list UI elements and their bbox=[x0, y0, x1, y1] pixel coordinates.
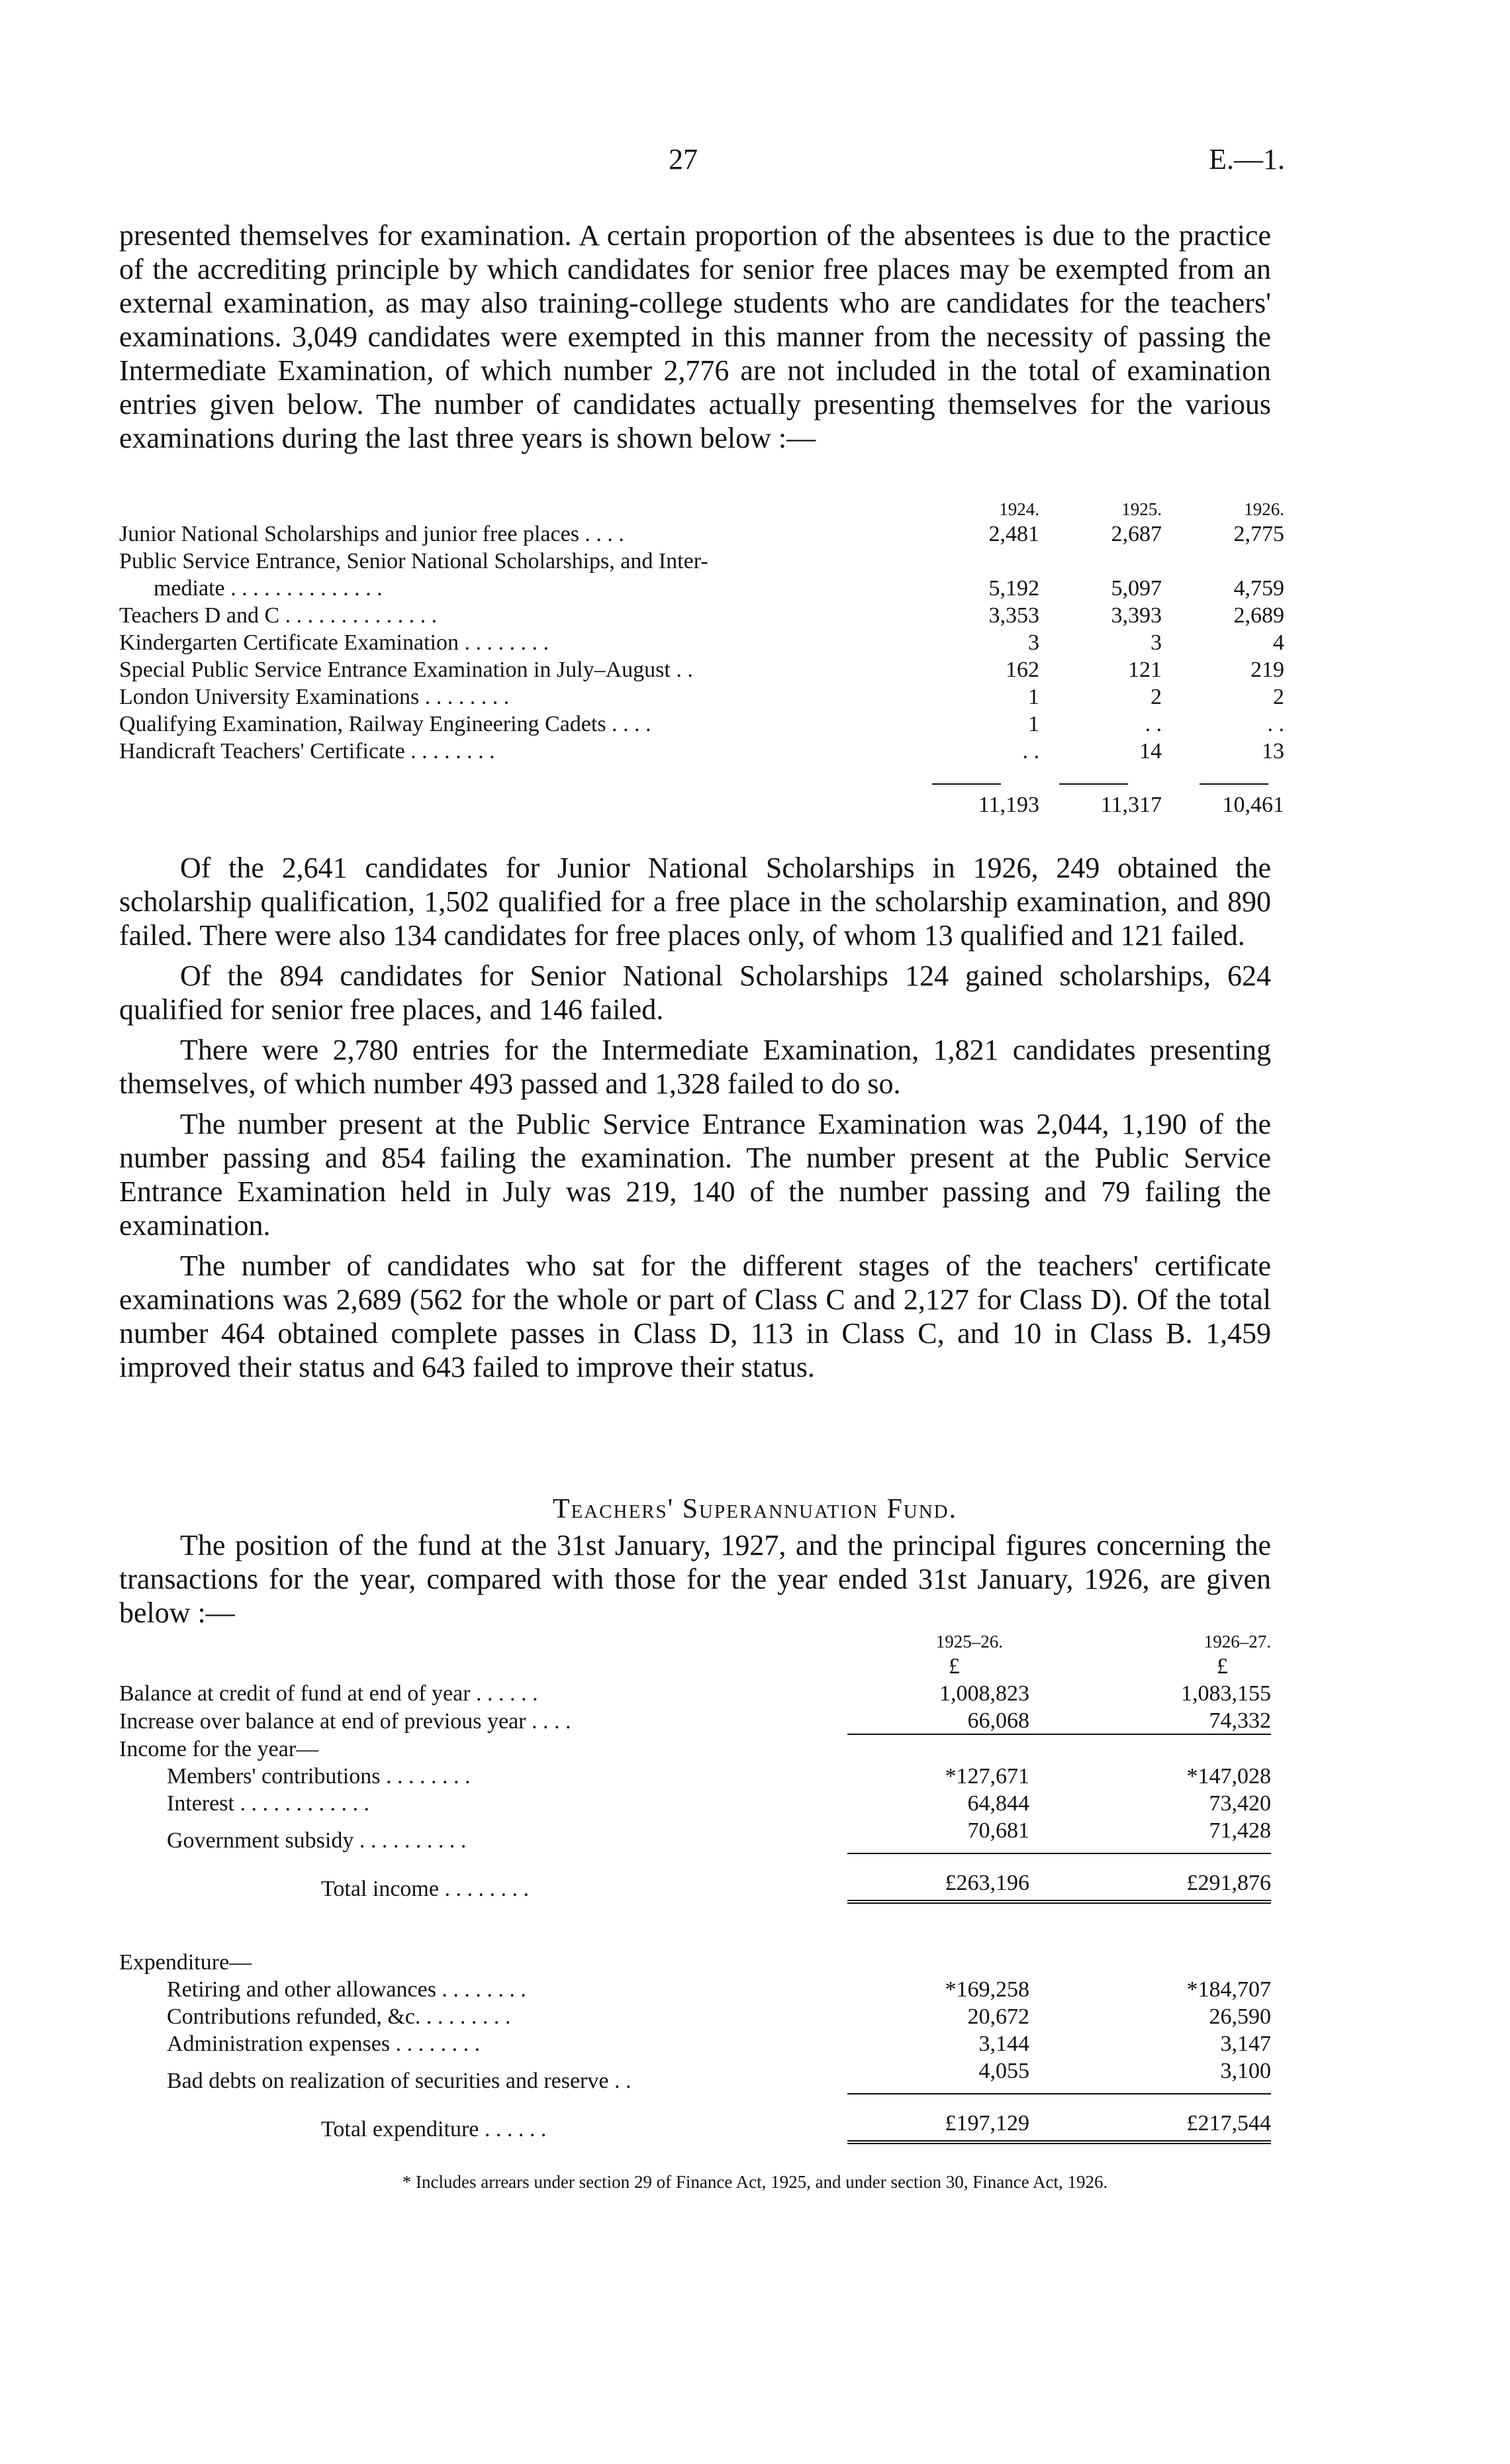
row-label: Interest . . . . . . . . . . . . bbox=[167, 1791, 369, 1816]
table-row bbox=[119, 1975, 1271, 2002]
table-row bbox=[119, 2030, 1271, 2057]
paragraph: Of the 894 candidates for Senior National Scholarships 124 gained scholarships, 624 qualified for senior free places, and 146 failed. bbox=[119, 960, 1271, 1026]
section-heading: Teachers' Superannuation Fund. bbox=[552, 1494, 958, 1524]
row-label: Government subsidy . . . . . . . . . . bbox=[167, 1828, 467, 1853]
expenditure-heading: Expenditure— bbox=[119, 1950, 252, 1975]
cell-value: . . bbox=[1022, 739, 1039, 764]
row-label: Increase over balance at end of previous year . . . . bbox=[119, 1709, 571, 1734]
row-label: mediate . . . . . . . . . . . . . . bbox=[154, 576, 383, 601]
paragraph: The number of candidates who sat for the different stages of the teachers' certificate examinations was 2,689 (562 for the whole or part of Class C and 2,127 for Class D). Of the total number 464 obtained complete passes in Class D, 113 in Class C, and 10 in Class B. 1,459 improved their status and 643 failed to improve their status. bbox=[119, 1250, 1271, 1383]
sum-rule bbox=[1200, 783, 1268, 785]
cell-value: 3,147 bbox=[1220, 2032, 1271, 2056]
cell-value: 2 bbox=[1273, 685, 1284, 709]
results-paragraphs bbox=[119, 851, 1271, 1391]
row-label: Junior National Scholarships and junior free places . . . . bbox=[119, 522, 624, 546]
year-header: 1925–26. bbox=[935, 1632, 1003, 1651]
table-row bbox=[119, 547, 1284, 574]
cell-value: 1,008,823 bbox=[939, 1681, 1029, 1706]
row-label: Public Service Entrance, Senior National Scholarships, and Inter- bbox=[119, 549, 708, 573]
cell-value: 70,681 bbox=[967, 1818, 1029, 1843]
intro-paragraph-block bbox=[119, 219, 1271, 462]
paragraph: The number present at the Public Service Entrance Examination was 2,044, 1,190 of the number passing and 854 failing the examination. The number present at the Public Service Entrance Examination held in July was 219, 140 of the number passing and 79 failing the examination. bbox=[119, 1108, 1271, 1242]
cell-value bbox=[933, 547, 1039, 574]
cell-value: 1,083,155 bbox=[1181, 1681, 1271, 1706]
cell-value: 14 bbox=[1139, 739, 1162, 764]
total-value: £291,876 bbox=[1029, 1853, 1271, 1902]
row-label: Teachers D and C . . . . . . . . . . . . . . bbox=[119, 603, 438, 628]
table-row bbox=[119, 1816, 1271, 1853]
total-value: £217,544 bbox=[1029, 2094, 1271, 2142]
cell-value: 5,097 bbox=[1111, 576, 1162, 601]
expenditure-total-row bbox=[119, 2094, 1271, 2142]
year-header: 1925. bbox=[1121, 499, 1162, 519]
table-row bbox=[119, 683, 1284, 710]
cell-value: 219 bbox=[1250, 658, 1284, 682]
currency-symbol: £ bbox=[949, 1654, 960, 1679]
cell-value: 2,775 bbox=[1233, 522, 1284, 546]
cell-value: *147,028 bbox=[1186, 1764, 1271, 1789]
currency-symbol: £ bbox=[1217, 1654, 1228, 1679]
table-row bbox=[119, 737, 1284, 764]
cell-value: 2,689 bbox=[1233, 603, 1284, 628]
row-label: Handicraft Teachers' Certificate . . . . . . . . bbox=[119, 739, 495, 764]
cell-value: 71,428 bbox=[1209, 1818, 1271, 1843]
cell-value: 162 bbox=[1006, 658, 1039, 682]
income-total-row bbox=[119, 1853, 1271, 1902]
section-row bbox=[119, 1902, 1271, 1975]
year-header: 1924. bbox=[999, 499, 1039, 519]
cell-value: 4,759 bbox=[1233, 576, 1284, 601]
cell-value: 3 bbox=[1151, 630, 1162, 655]
cell-value bbox=[1039, 547, 1162, 574]
table-row bbox=[119, 1706, 1271, 1734]
row-label: Kindergarten Certificate Examination . . . . . . . . bbox=[119, 630, 549, 655]
cell-value: 3,393 bbox=[1111, 603, 1162, 628]
total-value: 10,461 bbox=[1222, 793, 1284, 817]
row-label: Bad debts on realization of securities and reserve . . bbox=[167, 2069, 632, 2093]
cell-value: 64,844 bbox=[967, 1791, 1029, 1816]
cell-value: 73,420 bbox=[1209, 1791, 1271, 1816]
cell-value: 3,353 bbox=[988, 603, 1039, 628]
table-row bbox=[119, 520, 1284, 547]
exam-table-header bbox=[119, 493, 1284, 520]
cell-value: 20,672 bbox=[967, 2004, 1029, 2029]
fund-table-header bbox=[119, 1626, 1271, 1652]
cell-value: *127,671 bbox=[945, 1764, 1029, 1789]
total-value: £197,129 bbox=[847, 2094, 1029, 2142]
income-heading: Income for the year— bbox=[119, 1737, 319, 1761]
row-label: Members' contributions . . . . . . . . bbox=[167, 1764, 471, 1789]
row-label: Special Public Service Entrance Examination in July–August . . bbox=[119, 658, 693, 682]
cell-value: 1 bbox=[1028, 685, 1039, 709]
year-header: 1926–27. bbox=[1203, 1632, 1271, 1651]
year-header: 1926. bbox=[1244, 499, 1284, 519]
table-row bbox=[119, 1679, 1271, 1706]
cell-value: 66,068 bbox=[967, 1708, 1029, 1733]
table-row bbox=[119, 601, 1284, 628]
table-row bbox=[119, 1762, 1271, 1789]
cell-value: 5,192 bbox=[988, 576, 1039, 601]
paragraph: There were 2,780 entries for the Intermediate Examination, 1,821 candidates presenting themselves, of which number 493 passed and 1,328 failed to do so. bbox=[119, 1034, 1271, 1100]
cell-value: *184,707 bbox=[1186, 1977, 1271, 2002]
fund-intro-paragraph: The position of the fund at the 31st January, 1927, and the principal figures concerning the transactions for the year, compared with those for the year ended 31st January, 1926, are given below :— bbox=[119, 1529, 1271, 1629]
cell-value: 13 bbox=[1262, 739, 1284, 764]
table-row bbox=[119, 628, 1284, 656]
cell-value: 121 bbox=[1128, 658, 1162, 682]
row-label: Total expenditure . . . . . . bbox=[321, 2117, 547, 2142]
total-value: 11,317 bbox=[1100, 793, 1162, 817]
cell-value: 3 bbox=[1028, 630, 1039, 655]
cell-value: . . bbox=[1267, 712, 1284, 736]
cell-value: 4,055 bbox=[978, 2059, 1029, 2083]
paragraph: Of the 2,641 candidates for Junior National Scholarships in 1926, 249 obtained the scholarship qualification, 1,502 qualified for a free place in the scholarship examination, and 890 failed. There were also 134 candidates for free places only, of whom 13 qualified and 121 failed. bbox=[119, 852, 1271, 952]
total-value: £263,196 bbox=[847, 1853, 1029, 1902]
total-value: 11,193 bbox=[978, 793, 1039, 817]
exam-entries-table bbox=[119, 493, 1284, 818]
row-label: Total income . . . . . . . . bbox=[321, 1877, 529, 1901]
cell-value: 74,332 bbox=[1209, 1708, 1271, 1733]
table-row bbox=[119, 574, 1284, 601]
cell-value: *169,258 bbox=[945, 1977, 1029, 2002]
page-number: 27 bbox=[669, 143, 698, 175]
cell-value: 1 bbox=[1028, 712, 1039, 736]
section-row bbox=[119, 1734, 1271, 1762]
row-label: Retiring and other allowances . . . . . . . . bbox=[167, 1977, 526, 2002]
totals-row bbox=[119, 764, 1284, 818]
currency-row bbox=[119, 1652, 1271, 1679]
intro-paragraph: presented themselves for examination. A certain proportion of the absentees is due to the practice of the accrediting principle by which candidates for senior free places may be exempted from an external examination, as may also training-college students who are candidates for the teachers' examinations. 3,049 candidates were exempted in this manner from the necessity of passing the Intermediate Examination, of which number 2,776 are not included in the total of examination entries given below. The number of candidates actually presenting themselves for the various examinations during the last three years is shown below :— bbox=[119, 219, 1271, 454]
row-label: Balance at credit of fund at end of year . . . . . . bbox=[119, 1681, 538, 1706]
table-row bbox=[119, 2002, 1271, 2030]
cell-value bbox=[1162, 547, 1284, 574]
cell-value: 2,687 bbox=[1111, 522, 1162, 546]
cell-value: 3,100 bbox=[1220, 2059, 1271, 2083]
row-label: Contributions refunded, &c. . . . . . . . . bbox=[167, 2004, 511, 2029]
cell-value: 2 bbox=[1151, 685, 1162, 709]
row-label: Qualifying Examination, Railway Engineering Cadets . . . . bbox=[119, 712, 651, 736]
cell-value: 26,590 bbox=[1209, 2004, 1271, 2029]
series-reference: E.—1. bbox=[1209, 143, 1285, 175]
table-row bbox=[119, 710, 1284, 737]
cell-value: . . bbox=[1145, 712, 1162, 736]
sum-rule bbox=[932, 783, 1001, 785]
row-label: London University Examinations . . . . . . . . bbox=[119, 685, 510, 709]
cell-value: 3,144 bbox=[978, 2032, 1029, 2056]
table-row bbox=[119, 656, 1284, 683]
sum-rule bbox=[1059, 783, 1128, 785]
footnote: * Includes arrears under section 29 of Finance Act, 1925, and under section 30, Finance Act, 1926. bbox=[402, 2172, 1108, 2192]
row-label: Administration expenses . . . . . . . . bbox=[167, 2032, 481, 2056]
table-row bbox=[119, 2057, 1271, 2094]
cell-value: 4 bbox=[1273, 630, 1284, 655]
table-row bbox=[119, 1789, 1271, 1816]
fund-intro-block bbox=[119, 1528, 1271, 1636]
cell-value: 2,481 bbox=[988, 522, 1039, 546]
fund-table bbox=[119, 1626, 1271, 2144]
